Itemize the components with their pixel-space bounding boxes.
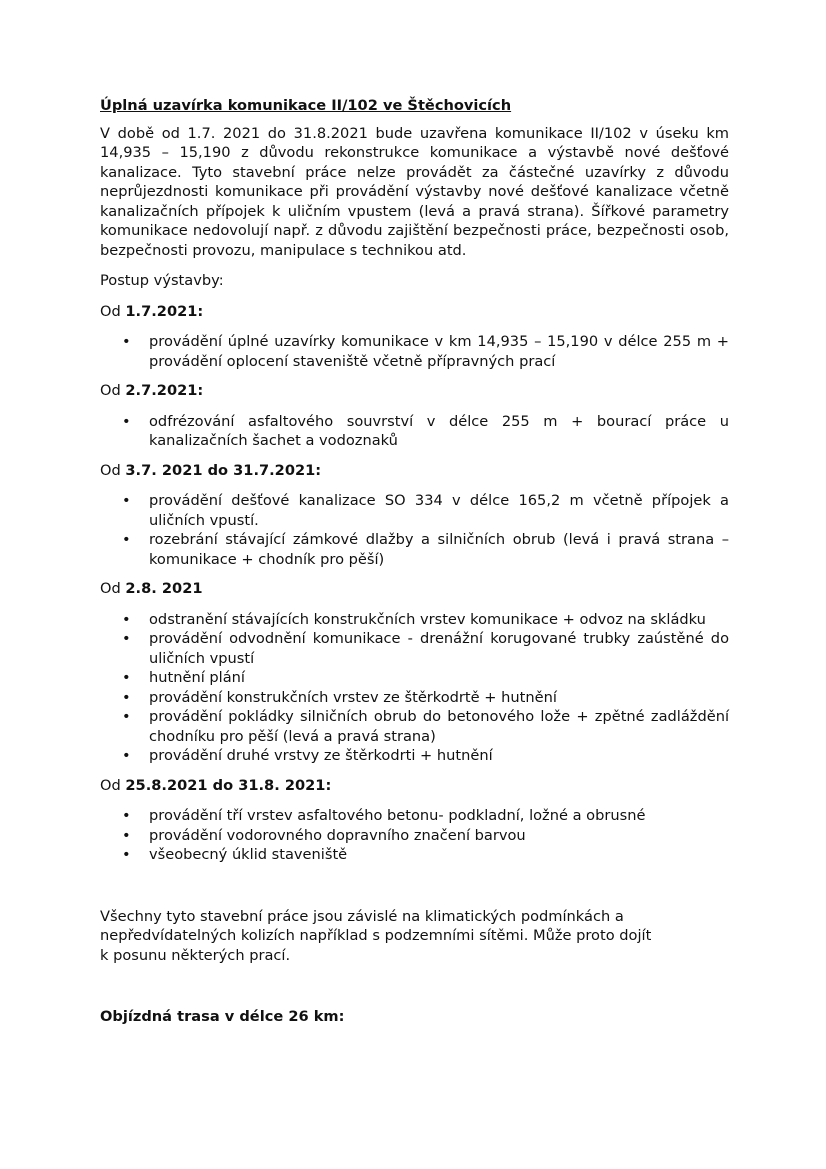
document-page: [100, 96, 729, 1027]
phase-prefix: Od: [100, 302, 121, 320]
closing-line: k posunu některých prací.: [100, 946, 291, 964]
phase-task-item: • provádění tří vrstev asfaltového betonu- podkladní, ložné a obrusné: [100, 806, 729, 826]
closing-line: nepředvídatelných kolizích například s podzemními sítěmi. Může proto dojít: [100, 927, 652, 944]
phase-task-item: • odfrézování asfaltového souvrství v délce 255 m + bourací práce u kanalizačních šachet a vodoznaků: [100, 412, 729, 451]
phase-task-list: [100, 491, 729, 569]
phase-date: 2.8. 2021: [125, 580, 203, 597]
phase-task-item: • všeobecný úklid staveniště: [100, 845, 729, 865]
phase-heading: [100, 302, 729, 322]
phase-date: 1.7.2021:: [125, 302, 204, 320]
phase-date: 25.8.2021 do 31.8. 2021:: [125, 776, 332, 794]
intro-paragraph: V době od 1.7. 2021 do 31.8.2021 bude uzavřena komunikace II/102 v úseku km 14,935 – 15,190 z důvodu rekonstrukce komunikace a výstavbě nové dešťové kanalizace. Tyto stavební práce nelze provádět za částečné uzavírky z důvodu neprůjezdnosti komunikace při provádění výstavby nové dešťové kanalizace včetně kanalizačních přípojek k uličním vpustem (levá a pravá strana). Šířkové parametry komunikace nedovolují např. z důvodu zajištění bezpečnosti práce, bezpečnosti osob, bezpečnosti provozu, manipulace s technikou atd.: [100, 124, 729, 259]
phase-task-item: • provádění dešťové kanalizace SO 334 v délce 165,2 m včetně přípojek a uličních vpustí.: [100, 491, 729, 530]
phase-task-item: • provádění odvodnění komunikace - drenážní korugované trubky zaústěné do uličních vpustí: [100, 629, 729, 668]
phase-task-list: [100, 332, 729, 371]
phase-task-list: [100, 412, 729, 451]
phases-list: [100, 302, 729, 865]
phase-date: 2.7.2021:: [125, 382, 204, 399]
construction-procedure-label: Postup výstavby:: [100, 272, 224, 289]
phase-task-item: • hutnění plání: [100, 668, 729, 688]
phase-task-list: [100, 806, 729, 865]
phase-task-item: • provádění vodorovného dopravního značení barvou: [100, 826, 729, 846]
phase-task-item: • provádění úplné uzavírky komunikace v km 14,935 – 15,190 v délce 255 m + provádění oplocení staveniště včetně přípravných prací: [100, 332, 729, 371]
phase-heading: [100, 461, 729, 481]
phase-prefix: Od: [100, 776, 121, 794]
closing-line: Všechny tyto stavební práce jsou závislé na klimatických podmínkách a: [100, 907, 624, 925]
phase-task-item: • provádění konstrukčních vrstev ze štěrkodrtě + hutnění: [100, 688, 729, 708]
phase-task-item: • rozebrání stávající zámkové dlažby a silničních obrub (levá i pravá strana – komunikace + chodník pro pěší): [100, 530, 729, 569]
phase-prefix: Od: [100, 580, 121, 597]
phase-task-item: • provádění druhé vrstvy ze štěrkodrti + hutnění: [100, 746, 729, 766]
phase-prefix: Od: [100, 382, 121, 399]
detour-heading: Objízdná trasa v délce 26 km:: [100, 1008, 345, 1025]
phase-heading: [100, 776, 729, 796]
document-title: Úplná uzavírka komunikace II/102 ve Štěchovicích: [100, 97, 512, 114]
phase-heading: [100, 381, 729, 401]
closing-paragraph: [100, 907, 729, 966]
phase-task-list: [100, 610, 729, 766]
phase-task-item: • provádění pokládky silničních obrub do betonového lože + zpětné zadláždění chodníku pro pěší (levá a pravá strana): [100, 707, 729, 746]
phase-prefix: Od: [100, 461, 121, 479]
phase-task-item: • odstranění stávajících konstrukčních vrstev komunikace + odvoz na skládku: [100, 610, 729, 630]
phase-date: 3.7. 2021 do 31.7.2021:: [125, 461, 322, 479]
phase-heading: [100, 579, 729, 599]
